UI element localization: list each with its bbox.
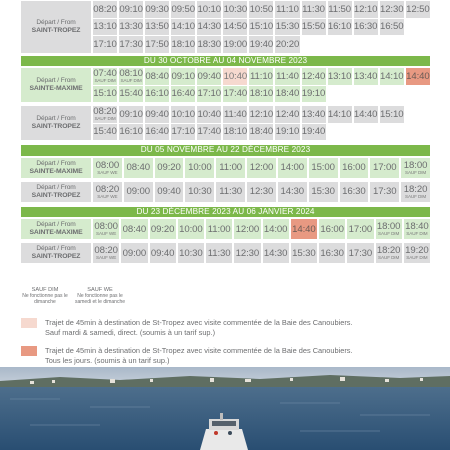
time-cell: 15:10: [249, 19, 273, 36]
time-cell: 15:30: [275, 19, 299, 36]
time-cell: 14:10: [171, 19, 195, 36]
time-cell: 10:30: [223, 1, 247, 18]
time-cell: 13:50: [145, 19, 169, 36]
empty-cell: [406, 86, 430, 103]
period-band-nov: DU 05 NOVEMBRE AU 22 DÉCEMBRE 2023: [21, 145, 430, 156]
time-cell: 18:10: [249, 86, 273, 103]
time-cell: 15:40: [93, 124, 117, 141]
dec-maxime-table: [19, 218, 432, 240]
time-cell: 08:20 SAUF WE: [93, 182, 122, 202]
time-cell: 13:30: [119, 19, 143, 36]
time-cell: 17:10: [93, 36, 117, 53]
empty-cell: [354, 86, 378, 103]
boat-photo-illustration: [0, 367, 450, 450]
time-cell: 18:20 SAUF DIM: [401, 182, 430, 202]
time-cell: 13:40: [302, 106, 326, 123]
time-cell: 08:20 SAUF DIM: [93, 106, 117, 122]
label-from: Départ / From: [36, 77, 76, 84]
time-cell: 08:40: [124, 158, 153, 178]
time-cell: 17:00: [370, 158, 399, 178]
time-cell: 19:10: [275, 124, 299, 141]
label-from: Départ / From: [36, 115, 76, 122]
time-cell: 16:50: [380, 19, 404, 36]
time-cell: 19:40: [249, 36, 273, 53]
time-cell: 11:10: [249, 68, 273, 85]
time-cell: 15:30: [309, 182, 338, 202]
time-cell: 11:40: [223, 106, 247, 123]
time-cell: 17:10: [171, 124, 195, 141]
time-cell: 18:10: [171, 36, 195, 53]
time-cell: 19:10: [302, 86, 326, 103]
departure-label: [21, 182, 91, 202]
time-cell: 15:00: [309, 158, 338, 178]
empty-cell: [328, 124, 352, 141]
departure-label: [21, 243, 91, 263]
time-cell: 08:20: [93, 1, 117, 18]
time-cell-tour: 10:40: [223, 68, 247, 85]
time-cell: 17:40: [223, 86, 247, 103]
time-cell: 20:20: [275, 36, 299, 53]
time-cell: 12:00: [247, 158, 276, 178]
note-sauf-dim: SAUF DIM Ne fonctionne pas le dimanche: [22, 287, 68, 305]
time-cell: 12:30: [234, 243, 260, 263]
time-cell: 10:10: [197, 1, 221, 18]
empty-cell: [354, 36, 378, 53]
nov-tropez-table: [19, 181, 432, 203]
empty-cell: [302, 36, 326, 53]
time-cell: 09:20: [155, 158, 184, 178]
time-cell: 08:40: [145, 68, 169, 85]
time-cell: 09:00: [124, 182, 153, 202]
time-cell-tour-daily: 14:40: [406, 68, 430, 85]
time-cell: 11:10: [275, 1, 299, 18]
departure-label: [21, 219, 91, 239]
departure-label: [21, 106, 91, 140]
time-cell: 19:20 SAUF DIM: [404, 243, 430, 263]
time-cell: 11:30: [216, 182, 245, 202]
oct-tropez-table: [19, 105, 432, 141]
time-cell: 11:00: [206, 219, 232, 239]
time-cell: 11:50: [328, 1, 352, 18]
time-cell: 10:10: [171, 106, 195, 123]
departure-label: [21, 1, 91, 53]
label-place: SAINT-TROPEZ: [31, 123, 81, 130]
time-cell: 10:00: [178, 219, 204, 239]
time-cell: 09:40: [197, 68, 221, 85]
empty-cell: [380, 36, 404, 53]
time-cell: 13:40: [354, 68, 378, 85]
time-cell: 10:50: [249, 1, 273, 18]
time-cell: 15:10: [93, 86, 117, 103]
time-cell: 11:30: [206, 243, 232, 263]
time-cell: 12:00: [234, 219, 260, 239]
time-cell: 16:00: [319, 219, 345, 239]
time-cell: 12:30: [247, 182, 276, 202]
time-cell: 16:30: [354, 19, 378, 36]
empty-cell: [328, 86, 352, 103]
departure-label: [21, 158, 91, 178]
time-cell: 19:40: [302, 124, 326, 141]
time-cell: 09:10: [119, 106, 143, 123]
time-cell: 11:00: [216, 158, 245, 178]
empty-cell: [406, 106, 430, 123]
legend-text-pink: Trajet de 45min à destination de St-Tropez avec visite commentée de la Baie des Canoubiers. Sauf mardi & samedi, direct. (soumis à un tarif sup.): [45, 318, 353, 337]
time-cell: 08:20 SAUF WE: [93, 243, 119, 263]
time-cell: 08:10 SAUF DIM: [119, 68, 143, 84]
time-cell: 12:30: [380, 1, 404, 18]
time-cell: 17:40: [197, 124, 221, 141]
time-cell: 18:20 SAUF DIM: [376, 243, 402, 263]
time-cell: 09:00: [121, 243, 147, 263]
time-cell: 13:10: [328, 68, 352, 85]
time-cell: 14:40: [354, 106, 378, 123]
time-cell-tour-daily: 14:40: [291, 219, 317, 239]
time-cell: 16:10: [145, 86, 169, 103]
label-from: Départ / From: [36, 221, 76, 228]
time-cell: 18:00 SAUF DIM: [401, 158, 430, 178]
label-from: Départ / From: [36, 159, 76, 167]
time-cell: 17:50: [145, 36, 169, 53]
time-cell: 08:00 SAUF WE: [93, 219, 119, 239]
time-cell: 12:40: [302, 68, 326, 85]
time-cell: 19:00: [223, 36, 247, 53]
label-place: SAINTE-MAXIME: [29, 229, 83, 236]
time-cell: 12:40: [275, 106, 299, 123]
label-from: Départ / From: [36, 183, 76, 191]
label-from: Départ / From: [36, 18, 76, 26]
time-cell: 14:30: [263, 243, 289, 263]
time-cell: 16:10: [328, 19, 352, 36]
legend-text-salmon: Trajet de 45min à destination de St-Tropez avec visite commentée de la Baie des Canoubiers. Tous les jours. (soumis à un tarif sup.): [45, 346, 353, 365]
time-cell: 09:10: [171, 68, 195, 85]
time-cell: 14:00: [263, 219, 289, 239]
time-cell: 17:30: [347, 243, 373, 263]
time-cell: 17:00: [347, 219, 373, 239]
time-cell: 12:10: [249, 106, 273, 123]
time-cell: 09:50: [171, 1, 195, 18]
time-cell: 18:30: [197, 36, 221, 53]
time-cell: 14:30: [197, 19, 221, 36]
harbour-photo: [0, 367, 450, 450]
time-cell: 12:10: [354, 1, 378, 18]
time-cell: 11:40: [275, 68, 299, 85]
legend-swatch-salmon: [21, 346, 37, 356]
time-cell: 11:30: [302, 1, 326, 18]
label-place: SAINT-TROPEZ: [31, 253, 81, 260]
time-cell: 15:40: [119, 86, 143, 103]
dec-tropez-table: [19, 242, 432, 264]
time-cell: 09:20: [150, 219, 176, 239]
time-cell: 09:10: [119, 1, 143, 18]
empty-cell: [406, 124, 430, 141]
time-cell: 16:40: [171, 86, 195, 103]
label-place: SAINTE-MAXIME: [29, 85, 83, 92]
top-tropez-table: [19, 0, 432, 54]
label-place: SAINT-TROPEZ: [31, 191, 81, 199]
empty-cell: [380, 86, 404, 103]
legend-swatch-pink: [21, 318, 37, 328]
time-cell: 10:40: [197, 106, 221, 123]
time-cell: 16:40: [145, 124, 169, 141]
time-cell: 14:10: [328, 106, 352, 123]
time-cell: 07:40 SAUF DIM: [93, 68, 117, 84]
nov-maxime-table: [19, 157, 432, 179]
time-cell: 18:00 SAUF DIM: [376, 219, 402, 239]
period-band-dec: DU 23 DÉCEMBRE 2023 AU 06 JANVIER 2024: [21, 207, 430, 218]
time-cell: 16:00: [340, 158, 369, 178]
time-cell: 09:30: [145, 1, 169, 18]
label-from: Départ / From: [36, 245, 76, 252]
time-cell: 12:50: [406, 1, 430, 18]
time-cell: 18:40: [249, 124, 273, 141]
oct-maxime-table: [19, 67, 432, 103]
time-cell: 16:10: [119, 124, 143, 141]
empty-cell: [328, 36, 352, 53]
time-cell: 10:30: [185, 182, 214, 202]
empty-cell: [380, 124, 404, 141]
time-cell: 15:30: [291, 243, 317, 263]
time-cell: 09:40: [145, 106, 169, 123]
time-cell: 16:30: [319, 243, 345, 263]
time-cell: 08:40: [121, 219, 147, 239]
time-cell: 13:10: [93, 19, 117, 36]
time-cell: 18:40: [275, 86, 299, 103]
note-sauf-we: SAUF WE Ne fonctionne pas le samedi et le dimanche: [74, 287, 126, 305]
time-cell: 09:40: [150, 243, 176, 263]
time-cell: 10:30: [178, 243, 204, 263]
period-band-oct: DU 30 OCTOBRE AU 04 NOVEMBRE 2023: [21, 56, 430, 67]
time-cell: 14:30: [278, 182, 307, 202]
label-place: SAINT-TROPEZ: [31, 26, 81, 34]
time-cell: 14:00: [278, 158, 307, 178]
time-cell: 14:50: [223, 19, 247, 36]
time-cell: 17:10: [197, 86, 221, 103]
time-cell: 18:40 SAUF DIM: [404, 219, 430, 239]
time-cell: 15:50: [302, 19, 326, 36]
time-cell: 18:10: [223, 124, 247, 141]
time-cell: 17:30: [119, 36, 143, 53]
label-place: SAINTE-MAXIME: [29, 167, 83, 175]
empty-cell: [354, 124, 378, 141]
time-cell: 08:00 SAUF WE: [93, 158, 122, 178]
time-cell: 16:30: [340, 182, 369, 202]
departure-label: [21, 68, 91, 102]
timetable: [21, 0, 434, 264]
time-cell: 14:10: [380, 68, 404, 85]
time-cell: 10:00: [185, 158, 214, 178]
time-cell: 09:40: [155, 182, 184, 202]
time-cell: 17:30: [370, 182, 399, 202]
time-cell: 15:10: [380, 106, 404, 123]
